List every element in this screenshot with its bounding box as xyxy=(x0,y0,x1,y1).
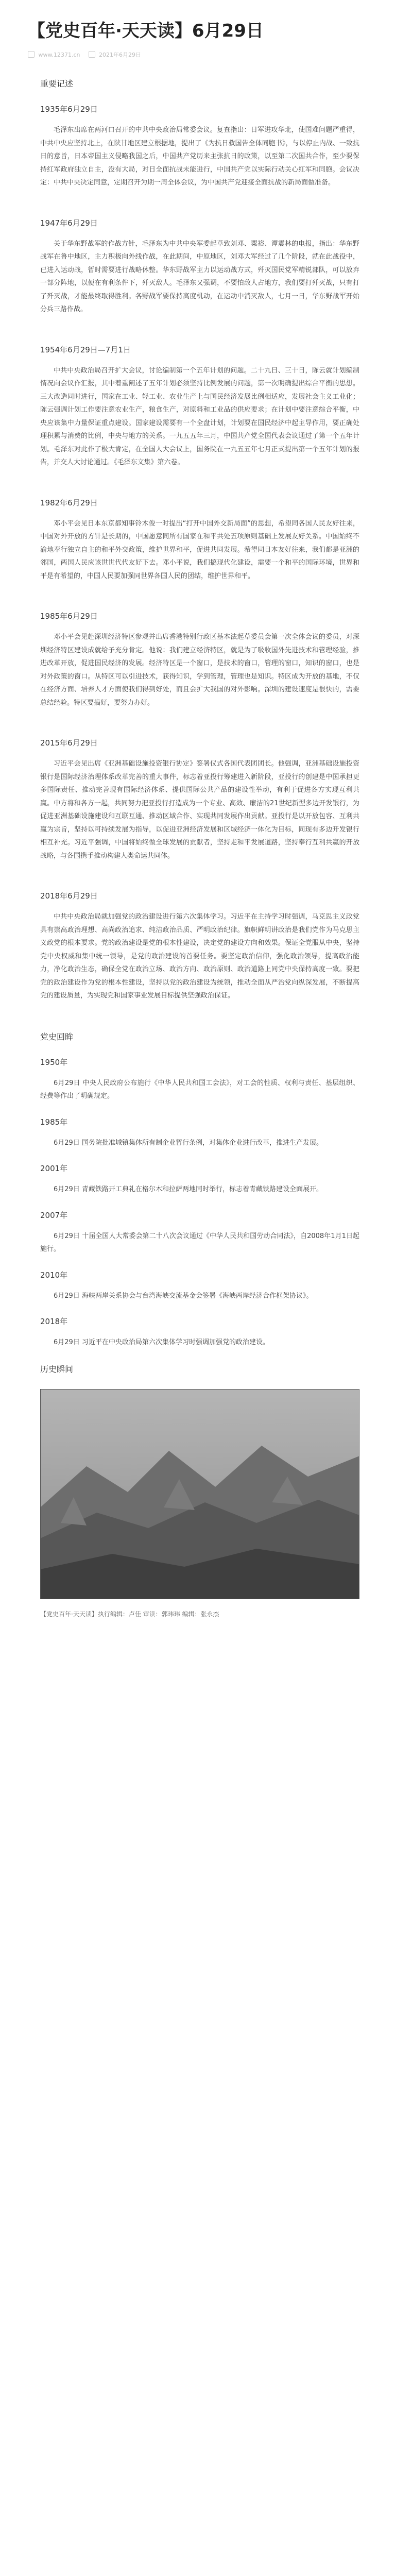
review-list xyxy=(40,1057,359,1349)
event-date: 1935年6月29日 xyxy=(40,105,98,114)
review-text: 6月29日 国务院批准城镇集体所有制企业暂行条例，对集体企业进行改革，推进生产发展。 xyxy=(54,1139,323,1147)
photo-credit: 【党史百年·天天读】执行编辑：卢佳 审读：郭玮玮 编辑：张永杰 xyxy=(40,1610,219,1618)
event-text: 邓小平会见日本东京都知事铃木俊一时提出“打开中国外交新局面”的思想，希望同各国人民友好往来，中国对外开放的方针是长期的，中国愿意同所有国家在和平共处五项原则基础上发展友好关系。中国始终不渝地奉行独立自主的和平外交政策，维护世界和平，促进共同发展。希望同日本友好往来，我们都是亚洲的邻国，两国人民应该世世代代友好下去。邓小平说，我们搞现代化建设，需要一个和平的国际环境，世界和平是有希望的，中国人民要加强同世界各国人民的团结，维护世界和平。 xyxy=(40,519,359,580)
section-review-heading: 党史回眸 xyxy=(40,1031,74,1042)
review-text: 6月29日 青藏铁路开工典礼在格尔木和拉萨两地同时举行，标志着青藏铁路建设全面展开。 xyxy=(54,1185,323,1193)
article-author[interactable]: www.12371.cn xyxy=(38,52,80,58)
section-photo-heading: 历史瞬间 xyxy=(40,1364,74,1374)
event-text: 毛泽东出席在两河口召开的中共中央政治局常委会议。复查指出：日军进攻华北，使国难问题严重得，中共中央应坚持北上，在陕甘地区建立根据地，提出了《为抗日救国告全体同胞书》，与以停止内战、一致抗日的意旨，日本帝国主义侵略我国之后，中国共产党历来主张抗日的政策，以至第二次国共合作，至少要保持红军政府独立自主，没有大局，对日全面抗战未能进行，中国共产党以实际行动关心红军和同胞。会议决定：中共中央决定同意，定期召开为期一周全体会议，为中国共产党迎接全面抗战的新局面做准备。 xyxy=(40,126,359,187)
review-year: 2010年 xyxy=(40,1270,68,1280)
article-title: 【党史百年·天天读】6月29日 xyxy=(28,21,264,41)
historical-photo-icon xyxy=(40,1389,359,1599)
event-date: 1954年6月29日—7月1日 xyxy=(40,345,131,354)
event-date: 1985年6月29日 xyxy=(40,612,98,621)
clock-icon xyxy=(89,51,95,58)
event-text: 邓小平会见赴深圳经济特区参观并出席香港特别行政区基本法起草委员会第一次全体会议的委员，对深圳经济特区建设成就给予充分肯定。他说：我们建立经济特区，就是为了吸收国外先进技术和管理经验，推进改革开放，促进国民经济的发展。经济特区是一个窗口，是技术的窗口，管理的窗口，知识的窗口，也是对外政策的窗口。从特区可以引进技术，获得知识，学到管理，管理也是知识。特区成为开放的基地，不仅在经济方面、培养人才方面使我们得到好处，而且会扩大我国的对外影响。深圳的建设速度是很快的，需要总结经验。特区要搞好，要努力办好。 xyxy=(40,633,359,707)
section-main-heading: 重要记述 xyxy=(40,79,74,89)
event-date: 1947年6月29日 xyxy=(40,218,98,228)
event-date: 2015年6月29日 xyxy=(40,738,98,748)
review-text: 6月29日 中央人民政府公布施行《中华人民共和国工会法》，对工会的性质、权利与责任、基层组织、经费等作出了明确规定。 xyxy=(40,1079,359,1100)
event-text: 中共中央政治局就加强党的政治建设进行第六次集体学习。习近平在主持学习时强调，马克思主义政党具有崇高政治理想、高尚政治追求、纯洁政治品质、严明政治纪律。旗帜鲜明讲政治是我们党作为马克思主义政党的根本要求。党的政治建设是党的根本性建设，决定党的建设方向和效果。保证全党服从中央，坚持党中央权威和集中统一领导，是党的政治建设的首要任务。要坚定政治信仰，强化政治领导，提高政治能力，净化政治生态，确保全党在政治立场、政治方向、政治原则、政治道路上同党中央保持高度一致。要把党的政治建设作为党的根本性建设，坚持以党的政治建设为统领，推动全面从严治党向纵深发展，不断提高党的建设质量，为实现党和国家事业发展目标提供坚强政治保证。 xyxy=(40,913,359,999)
article-meta xyxy=(28,50,388,59)
review-year: 2001年 xyxy=(40,1164,68,1173)
event-text: 习近平会见出席《亚洲基础设施投资银行协定》签署仪式各国代表团团长。他强调，亚洲基础设施投资银行是国际经济治理体系改革完善的重大事件，标志着亚投行筹建进入新阶段，亚投行的创建是中国承担更多国际责任、推动完善现有国际经济体系、提供国际公共产品的建设性举动，有利于促进各方实现互利共赢。中方将和各方一起，共同努力把亚投行打造成为一个专业、高效、廉洁的21世纪新型多边开发银行，为促进亚洲基础设施建设和互联互通、推动区域合作、实现共同发展作出贡献。亚投行是以开放包容、互利共赢为宗旨，坚持以可持续发展为指导，以促进亚洲经济发展和区域经济一体化为目标，同现有多边开发银行相互补充。习近平强调，中国将始终做全球发展的贡献者，坚持走和平发展道路，坚持奉行互利共赢的开放战略，与各国携手推动构建人类命运共同体。 xyxy=(40,760,359,860)
event-date: 1982年6月29日 xyxy=(40,498,98,507)
review-year: 2018年 xyxy=(40,1317,68,1326)
events-list xyxy=(40,104,359,1003)
article-header xyxy=(28,20,388,59)
event-date: 2018年6月29日 xyxy=(40,891,98,901)
review-text: 6月29日 十届全国人大常委会第二十八次会议通过《中华人民共和国劳动合同法》，自2008年1月1日起施行。 xyxy=(40,1232,359,1253)
review-text: 6月29日 海峡两岸关系协会与台湾海峡交流基金会签署《海峡两岸经济合作框架协议》。 xyxy=(54,1292,313,1300)
event-text: 关于华东野战军的作战方针，毛泽东为中共中央军委起草致刘邓、粟裕、谭震林的电报，指出：华东野战军在鲁中地区，主力积极向外线作战，在此期间，中原地区，刘邓大军经过了几个阶段，就在此战役中，已进入运动战，暂时需要进行战略休整。华东野战军主力以运动战方式，歼灭国民党军精锐部队，可以放弃一部分阵地，以便在有利条件下，歼灭敌人。毛泽东又强调，不要怕敌人占地方，我们要打歼灭战，只有打了歼灭战，才能最终取得胜利。各野战军要保持高度机动，在运动中消灭敌人，七月一日，华东野战军开始分兵三路作战。 xyxy=(40,240,359,313)
article-body xyxy=(40,77,359,1618)
review-year: 1950年 xyxy=(40,1057,68,1067)
date-meta xyxy=(89,50,142,59)
historical-photo xyxy=(40,1389,359,1599)
source-icon xyxy=(28,51,35,58)
review-year: 1985年 xyxy=(40,1117,68,1127)
event-text: 中共中央政治局召开扩大会议，讨论编制第一个五年计划的问题。二十九日、三十日，陈云就计划编制情况向会议作汇报，其中着重阐述了五年计划必须坚持比例发展的问题，第一次明确提出综合平衡的思想。三大改造同时进行，国家在工业、轻工业、农业生产上与国民经济发展比例相适应，发展社会主义工业化；陈云强调计划工作要注意农业生产，粮食生产，对原料和工业品的供应要求；在计划中要注意综合平衡，中央应该集中力量保证重点建设。国家建设需要有一个全盘计划，计划要在国民经济中起主导作用，要正确处理积累与消费的比例，中央与地方的关系。一九五五年三月，中国共产党全国代表会议通过了第一个五年计划。毛泽东对此作了极大肯定，在全国人大会议上，国务院在一九五五年七月正式提出第一个五年计划的报告，并交人大讨论通过。《毛泽东文集》第六卷。 xyxy=(40,366,359,466)
review-text: 6月29日 习近平在中央政治局第六次集体学习时强调加强党的政治建设。 xyxy=(54,1338,269,1346)
review-year: 2007年 xyxy=(40,1210,68,1220)
article-publish-time: 2021年6月29日 xyxy=(99,52,141,58)
source-meta xyxy=(28,51,80,58)
